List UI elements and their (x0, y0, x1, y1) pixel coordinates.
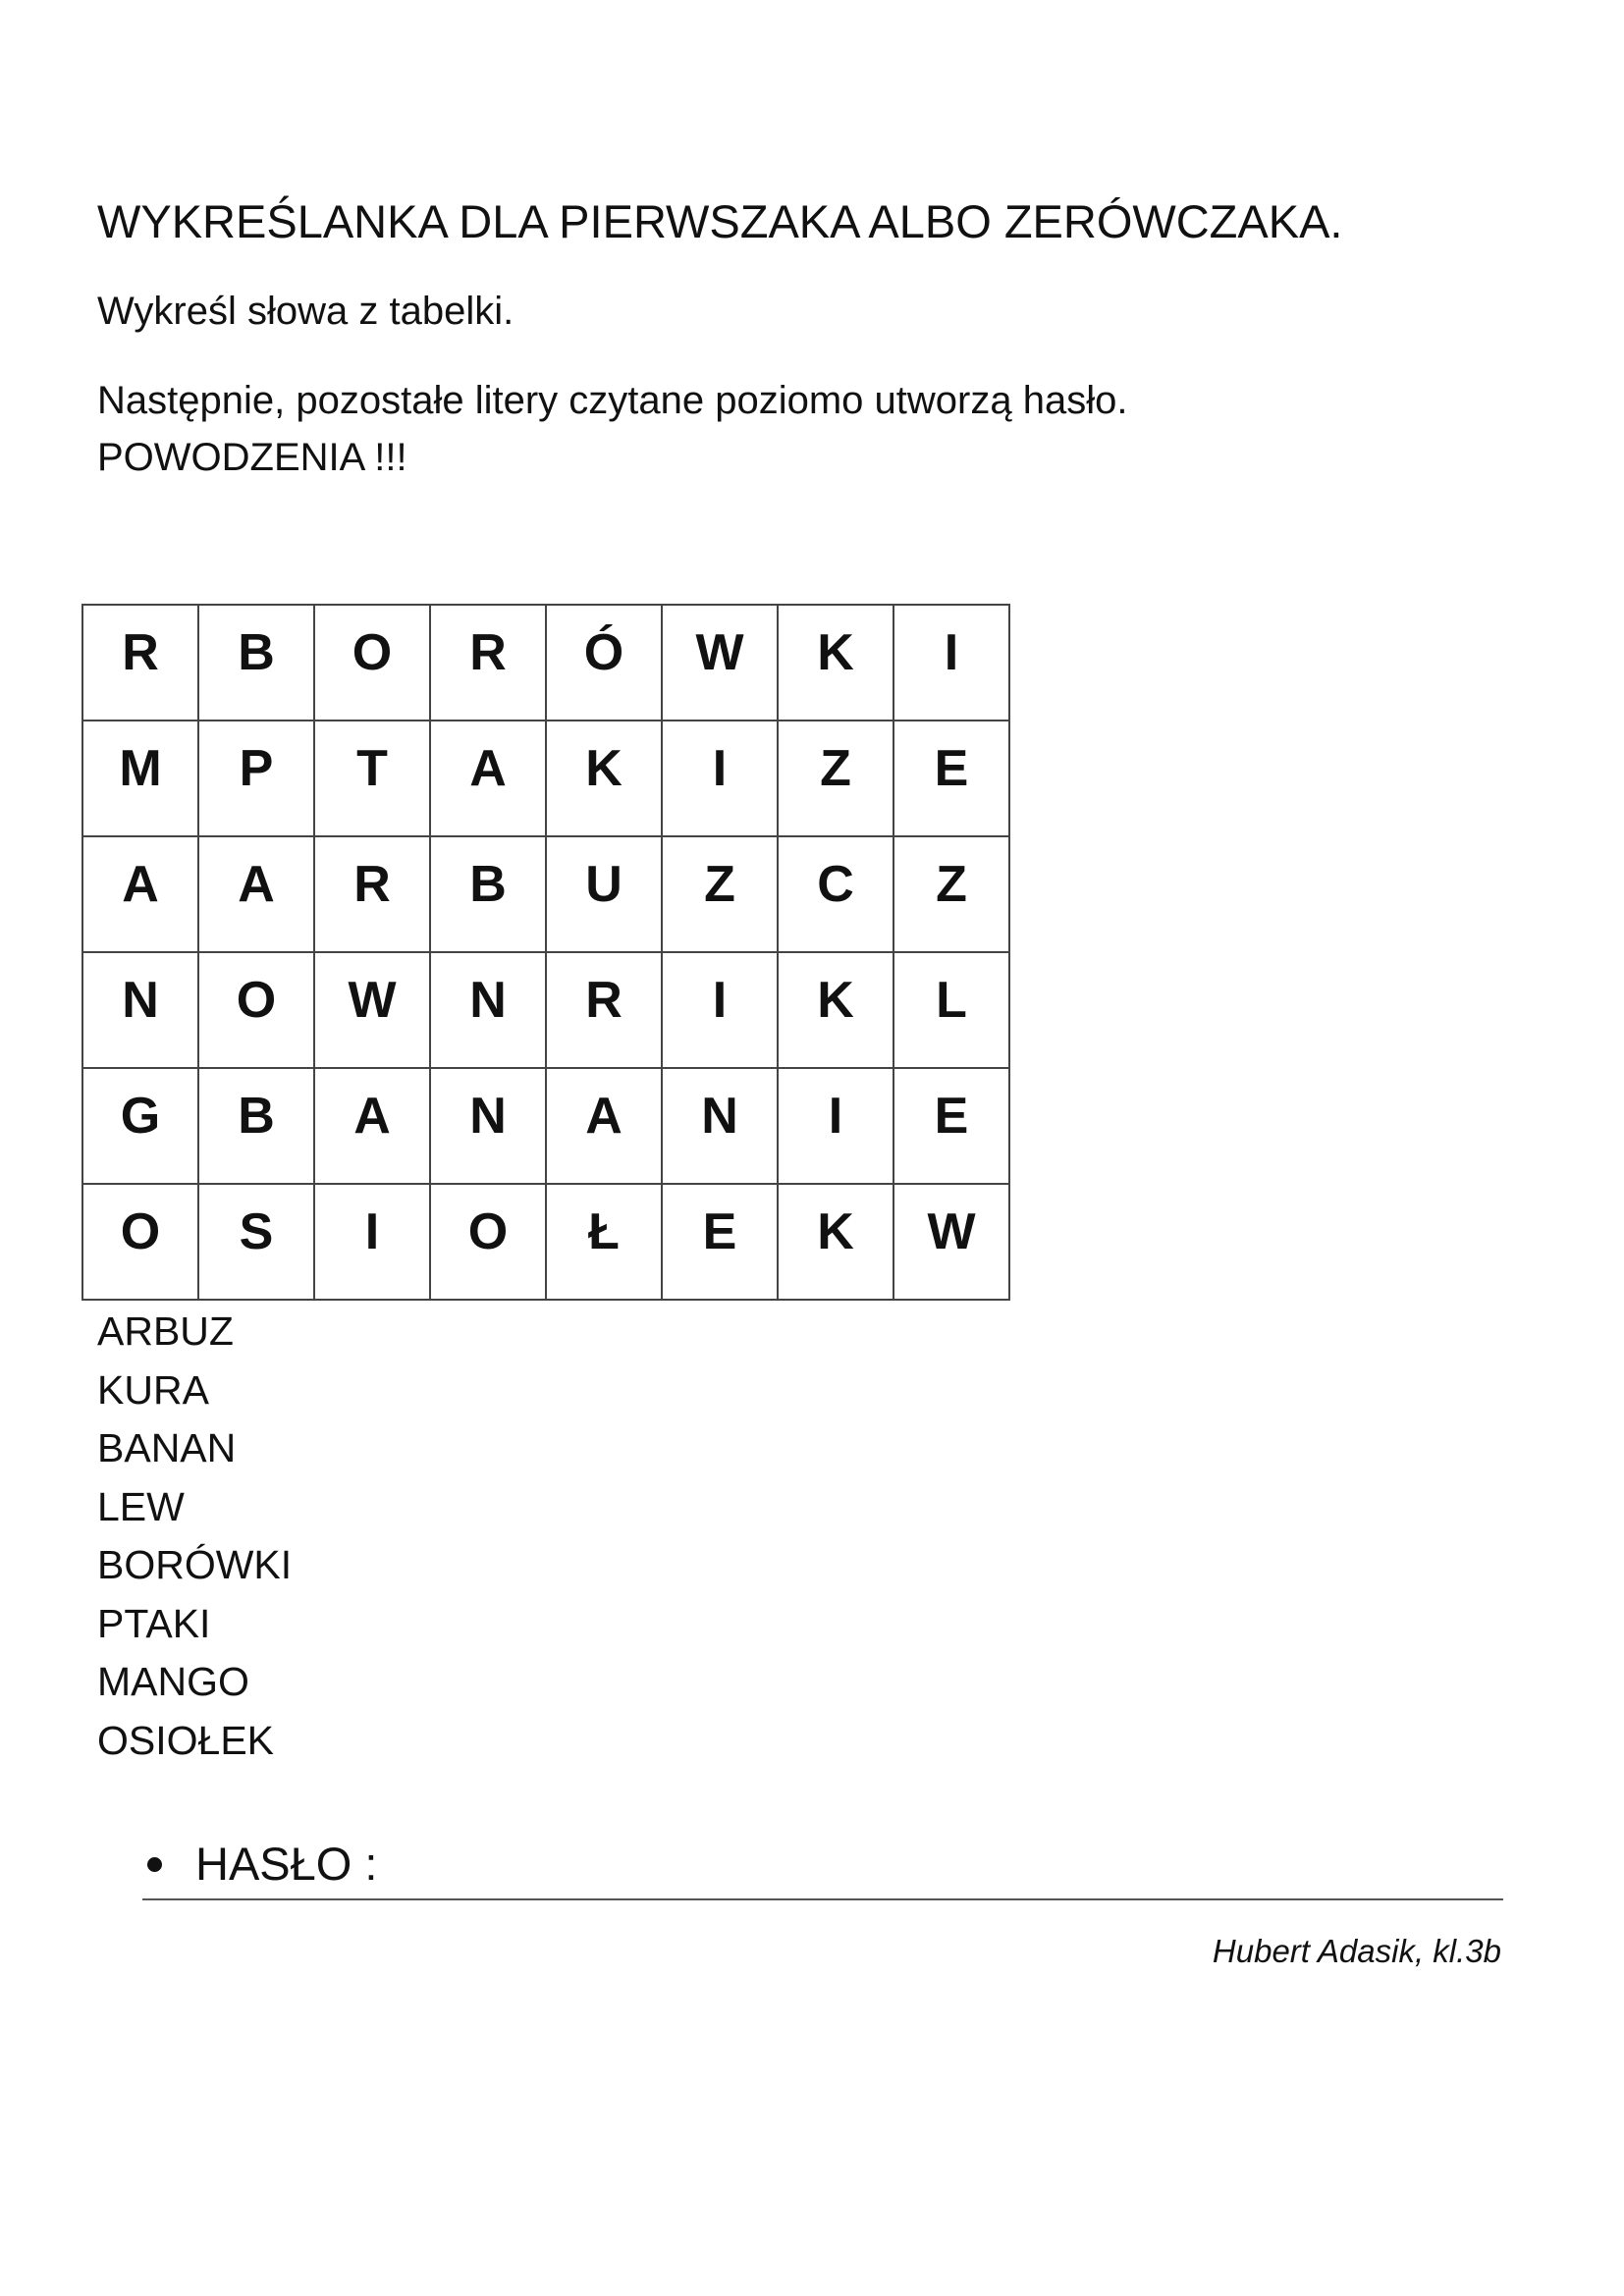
grid-cell[interactable] (430, 952, 546, 1068)
grid-letter: O (467, 1203, 509, 1260)
grid-cell[interactable] (778, 605, 893, 721)
grid-letter: C (817, 856, 854, 913)
grid-letter: A (122, 856, 159, 913)
word-list-item: LEW (97, 1483, 185, 1529)
grid-letter: G (120, 1088, 161, 1145)
grid-letter: N (469, 1088, 507, 1145)
grid-cell[interactable] (314, 836, 430, 952)
author-signature: Hubert Adasik, kl.3b (1212, 1933, 1501, 1969)
grid-letter: N (469, 972, 507, 1029)
grid-letter: B (238, 624, 275, 681)
grid-letter: Z (820, 740, 851, 797)
grid-cell[interactable] (893, 1184, 1009, 1300)
grid-cell[interactable] (198, 721, 314, 836)
grid-letter: A (353, 1088, 391, 1145)
instruction-password: Następnie, pozostałe litery czytane poziomo utworzą hasło. (97, 379, 1128, 422)
grid-cell[interactable] (198, 952, 314, 1068)
grid-cell[interactable] (430, 836, 546, 952)
grid-cell[interactable] (430, 605, 546, 721)
grid-cell[interactable] (662, 1184, 778, 1300)
grid-letter: N (701, 1088, 738, 1145)
letter-grid-body (82, 605, 1009, 1300)
word-list-item: KURA (97, 1366, 209, 1413)
grid-letter: B (469, 856, 507, 913)
grid-letter: Z (704, 856, 735, 913)
word-list-item: MANGO (97, 1659, 249, 1704)
word-list-item: ARBUZ (97, 1308, 234, 1354)
instruction-cross-out: Wykreśl słowa z tabelki. (97, 290, 514, 333)
grid-cell[interactable] (546, 952, 662, 1068)
password-label: HASŁO : (195, 1838, 378, 1890)
grid-cell[interactable] (778, 1068, 893, 1184)
grid-cell[interactable] (82, 605, 198, 721)
grid-letter: R (469, 624, 507, 681)
grid-letter: I (364, 1203, 380, 1260)
grid-letter: O (120, 1203, 161, 1260)
grid-letter: A (585, 1088, 623, 1145)
grid-letter: I (828, 1088, 843, 1145)
grid-cell[interactable] (662, 605, 778, 721)
grid-cell[interactable] (82, 836, 198, 952)
grid-cell[interactable] (314, 605, 430, 721)
grid-letter: R (585, 972, 623, 1029)
grid-cell[interactable] (778, 721, 893, 836)
grid-letter: I (712, 972, 728, 1029)
grid-cell[interactable] (778, 1184, 893, 1300)
grid-cell[interactable] (314, 952, 430, 1068)
grid-letter: M (119, 740, 162, 797)
grid-cell[interactable] (546, 1068, 662, 1184)
grid-cell[interactable] (546, 1184, 662, 1300)
grid-cell[interactable] (662, 1068, 778, 1184)
bullet-icon (147, 1857, 162, 1872)
grid-cell[interactable] (430, 721, 546, 836)
word-list-item: OSIOŁEK (97, 1717, 275, 1763)
grid-letter: K (817, 972, 854, 1029)
grid-row (82, 1068, 1009, 1184)
password-line (142, 1834, 1503, 1900)
grid-cell[interactable] (778, 836, 893, 952)
grid-cell[interactable] (546, 605, 662, 721)
grid-letter: I (712, 740, 728, 797)
grid-cell[interactable] (198, 1068, 314, 1184)
grid-letter: R (122, 624, 159, 681)
grid-row (82, 836, 1009, 952)
grid-letter: K (585, 740, 623, 797)
grid-letter: U (585, 856, 623, 913)
grid-letter: I (944, 624, 959, 681)
grid-letter: W (927, 1203, 976, 1260)
grid-cell[interactable] (82, 1068, 198, 1184)
grid-row (82, 1184, 1009, 1300)
grid-letter: N (122, 972, 159, 1029)
grid-letter: Ó (583, 624, 624, 681)
grid-cell[interactable] (893, 605, 1009, 721)
grid-cell[interactable] (198, 836, 314, 952)
grid-letter: E (934, 740, 969, 797)
grid-cell[interactable] (662, 952, 778, 1068)
grid-cell[interactable] (893, 1068, 1009, 1184)
grid-letter: R (353, 856, 391, 913)
grid-letter: Ł (588, 1203, 620, 1260)
grid-letter: L (936, 972, 967, 1029)
grid-letter: W (348, 972, 397, 1029)
grid-cell[interactable] (662, 721, 778, 836)
grid-letter: S (239, 1203, 274, 1260)
instruction-good-luck: POWODZENIA !!! (97, 436, 407, 479)
grid-cell[interactable] (198, 605, 314, 721)
grid-cell[interactable] (662, 836, 778, 952)
grid-cell[interactable] (198, 1184, 314, 1300)
grid-cell[interactable] (314, 721, 430, 836)
word-list-item: BORÓWKI (97, 1542, 293, 1587)
word-list-item: PTAKI (97, 1600, 211, 1646)
grid-cell[interactable] (82, 952, 198, 1068)
word-list (97, 1303, 292, 1770)
grid-row (82, 605, 1009, 721)
grid-letter: E (934, 1088, 969, 1145)
grid-letter: A (469, 740, 507, 797)
grid-row (82, 952, 1009, 1068)
grid-letter: O (352, 624, 393, 681)
grid-cell[interactable] (314, 1184, 430, 1300)
grid-cell[interactable] (546, 836, 662, 952)
grid-cell[interactable] (893, 721, 1009, 836)
grid-letter: Z (936, 856, 967, 913)
letter-grid (81, 604, 1010, 1301)
grid-letter: O (236, 972, 277, 1029)
instruction-block (97, 372, 1127, 486)
page-title: WYKREŚLANKA DLA PIERWSZAKA ALBO ZERÓWCZAKA. (97, 195, 1343, 247)
grid-cell[interactable] (314, 1068, 430, 1184)
grid-cell[interactable] (546, 721, 662, 836)
grid-cell[interactable] (893, 836, 1009, 952)
grid-letter: E (702, 1203, 737, 1260)
grid-letter: K (817, 624, 854, 681)
grid-letter: A (238, 856, 275, 913)
grid-row (82, 721, 1009, 836)
grid-letter: T (356, 740, 388, 797)
grid-letter: W (695, 624, 744, 681)
grid-cell[interactable] (82, 721, 198, 836)
grid-cell[interactable] (430, 1184, 546, 1300)
grid-letter: B (238, 1088, 275, 1145)
grid-cell[interactable] (82, 1184, 198, 1300)
grid-letter: K (817, 1203, 854, 1260)
grid-cell[interactable] (893, 952, 1009, 1068)
word-list-item: BANAN (97, 1425, 237, 1470)
grid-letter: P (239, 740, 274, 797)
grid-cell[interactable] (430, 1068, 546, 1184)
grid-cell[interactable] (778, 952, 893, 1068)
